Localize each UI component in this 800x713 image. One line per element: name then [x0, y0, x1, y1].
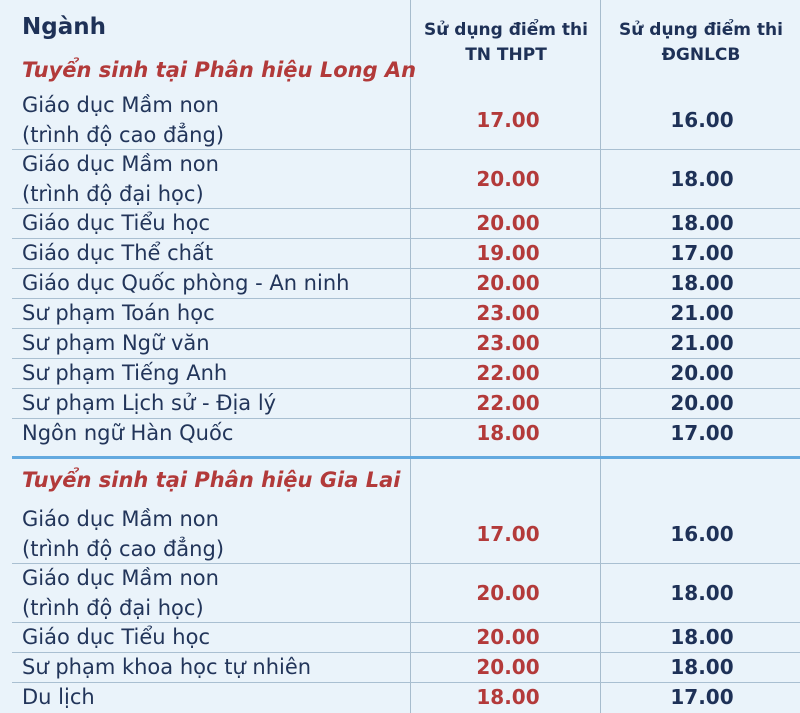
major-column-header: Ngành — [22, 14, 106, 40]
thpt-score: 23.00 — [476, 301, 540, 325]
dgnl-score: 17.00 — [670, 421, 734, 445]
dgnl-score: 16.00 — [670, 521, 734, 546]
thpt-score: 20.00 — [476, 211, 540, 235]
thpt-score: 20.00 — [476, 580, 540, 605]
dgnl-score: 18.00 — [670, 655, 734, 679]
dgnl-score: 21.00 — [670, 301, 734, 325]
dgnl-score: 18.00 — [670, 166, 734, 191]
thpt-score: 17.00 — [476, 107, 540, 132]
major-name: Giáo dục Mầm non — [22, 152, 219, 176]
dgnl-column-header: Sử dụng điểm thi ĐGNLCB — [619, 20, 783, 65]
thpt-column-header: Sử dụng điểm thi TN THPT — [424, 20, 588, 65]
major-name: Giáo dục Mầm non — [22, 507, 219, 531]
dgnl-score: 17.00 — [670, 685, 734, 709]
dgnl-score: 18.00 — [670, 625, 734, 649]
thpt-score: 20.00 — [476, 655, 540, 679]
major-name: Sư phạm Toán học — [22, 301, 215, 325]
dgnl-score: 21.00 — [670, 331, 734, 355]
dgnl-score: 16.00 — [670, 107, 734, 132]
column-divider — [410, 0, 411, 713]
thpt-score: 22.00 — [476, 361, 540, 385]
major-name: Sư phạm Lịch sử - Địa lý — [22, 391, 277, 415]
dgnl-score: 20.00 — [670, 391, 734, 415]
major-name: Du lịch — [22, 685, 95, 709]
major-name: Sư phạm Tiếng Anh — [22, 361, 228, 385]
thpt-score: 20.00 — [476, 166, 540, 191]
thpt-score: 22.00 — [476, 391, 540, 415]
major-name: (trình độ cao đẳng) — [22, 122, 225, 147]
dgnl-score: 18.00 — [670, 211, 734, 235]
major-name: (trình độ đại học) — [22, 181, 204, 206]
major-name: (trình độ cao đẳng) — [22, 536, 225, 561]
thpt-score: 20.00 — [476, 625, 540, 649]
major-name: (trình độ đại học) — [22, 595, 204, 620]
row-divider — [12, 682, 800, 683]
major-name: Giáo dục Quốc phòng - An ninh — [22, 271, 350, 295]
major-name: Sư phạm khoa học tự nhiên — [22, 655, 312, 679]
major-name: Sư phạm Ngữ văn — [22, 331, 210, 355]
major-name: Giáo dục Thể chất — [22, 241, 214, 265]
major-name: Giáo dục Mầm non — [22, 93, 219, 117]
thpt-score: 18.00 — [476, 685, 540, 709]
thpt-score: 17.00 — [476, 521, 540, 546]
thpt-score: 20.00 — [476, 271, 540, 295]
section-title: Tuyển sinh tại Phân hiệu Long An — [22, 58, 417, 82]
major-name: Giáo dục Tiểu học — [22, 211, 210, 235]
section-divider — [12, 456, 800, 459]
dgnl-score: 18.00 — [670, 580, 734, 605]
major-name: Ngôn ngữ Hàn Quốc — [22, 421, 234, 445]
thpt-score: 23.00 — [476, 331, 540, 355]
thpt-score: 19.00 — [476, 241, 540, 265]
section-title: Tuyển sinh tại Phân hiệu Gia Lai — [22, 468, 401, 492]
major-name: Giáo dục Mầm non — [22, 566, 219, 590]
dgnl-score: 20.00 — [670, 361, 734, 385]
major-name: Giáo dục Tiểu học — [22, 625, 210, 649]
thpt-score: 18.00 — [476, 421, 540, 445]
dgnl-score: 17.00 — [670, 241, 734, 265]
dgnl-score: 18.00 — [670, 271, 734, 295]
